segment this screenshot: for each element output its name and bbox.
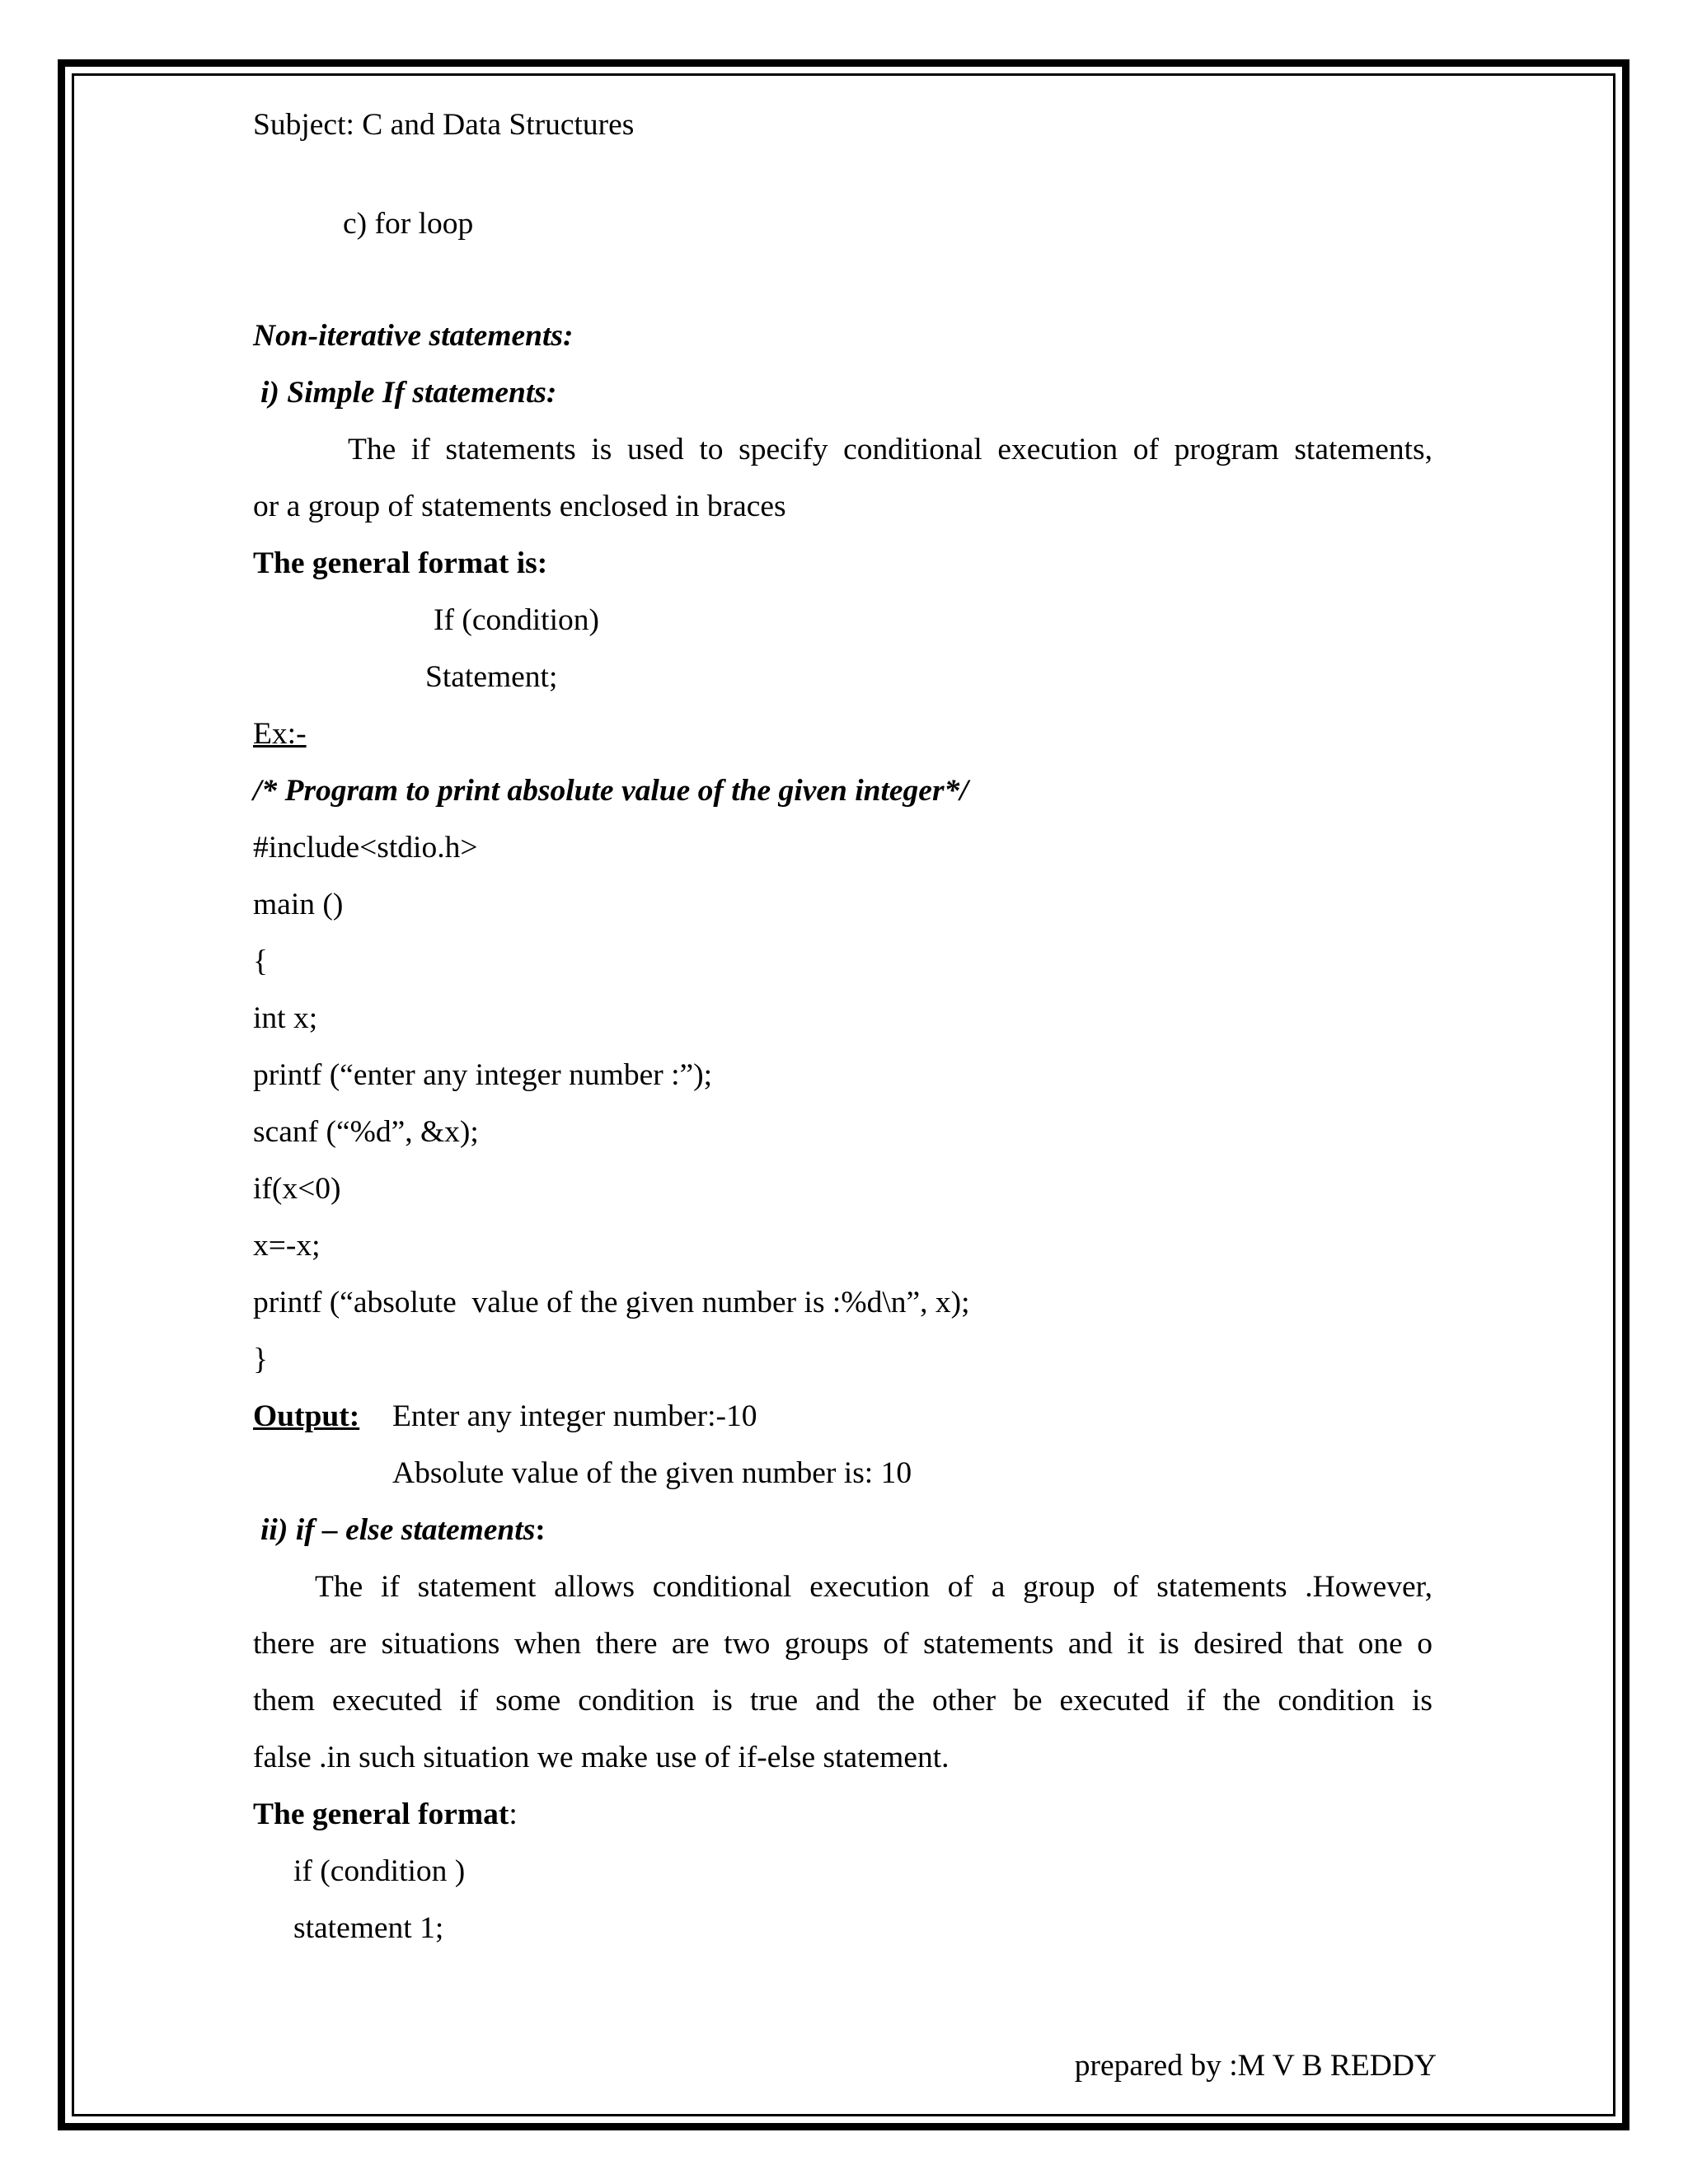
if-else-format-colon: : <box>509 1797 518 1831</box>
code-line: int x; <box>253 1001 318 1035</box>
if-else-heading-colon: : <box>535 1513 546 1547</box>
subject-header: Subject: C and Data Structures <box>253 108 635 142</box>
non-iterative-heading: Non-iterative statements: <box>253 319 574 353</box>
code-line: } <box>253 1343 268 1376</box>
code-line: main () <box>253 888 344 921</box>
if-else-format-heading <box>253 1795 1440 1835</box>
simple-if-heading: i) Simple If statements: <box>260 376 557 410</box>
if-else-paragraph-line-4: false .in such situation we make use of if-else statement. <box>253 1741 950 1774</box>
if-else-format-statement: statement 1; <box>293 1911 444 1945</box>
if-else-paragraph-line-1: The if statement allows conditional execution of a group of statements .However, <box>315 1570 1432 1604</box>
example-label: Ex:- <box>253 717 307 751</box>
code-line: x=-x; <box>253 1229 321 1263</box>
output-line-2: Absolute value of the given number is: 10 <box>392 1456 912 1490</box>
format-line-statement: Statement; <box>425 660 558 694</box>
if-else-heading <box>260 1511 1447 1550</box>
prepared-by-footer: prepared by :M V B REDDY <box>1074 2049 1437 2083</box>
general-format-heading: The general format is: <box>253 546 548 580</box>
code-line: scanf (“%d”, &x); <box>253 1115 479 1149</box>
output-label: Output: <box>253 1399 360 1433</box>
code-line: printf (“absolute value of the given number is :%d\n”, x); <box>253 1286 970 1319</box>
if-else-format-condition: if (condition ) <box>293 1854 466 1888</box>
simple-if-paragraph-line-1: The if statements is used to specify conditional execution of program statements, <box>348 433 1432 466</box>
loop-item: c) for loop <box>343 207 474 241</box>
if-else-paragraph-line-2: there are situations when there are two groups of statements and it is desired that one o <box>253 1627 1432 1661</box>
code-line: printf (“enter any integer number :”); <box>253 1058 713 1092</box>
output-line-1: Enter any integer number:-10 <box>392 1399 757 1433</box>
code-line: if(x<0) <box>253 1172 341 1206</box>
program-comment: /* Program to print absolute value of the given integer*/ <box>253 774 968 808</box>
format-line-condition: If (condition) <box>434 603 599 637</box>
if-else-paragraph-line-3: them executed if some condition is true and the other be executed if the condition is <box>253 1684 1432 1718</box>
code-line: #include<stdio.h> <box>253 831 478 865</box>
if-else-format-heading-text: The general format <box>253 1797 509 1831</box>
code-line: { <box>253 944 268 978</box>
simple-if-paragraph-line-2: or a group of statements enclosed in braces <box>253 490 786 523</box>
if-else-heading-text: ii) if – else statements <box>260 1513 536 1547</box>
